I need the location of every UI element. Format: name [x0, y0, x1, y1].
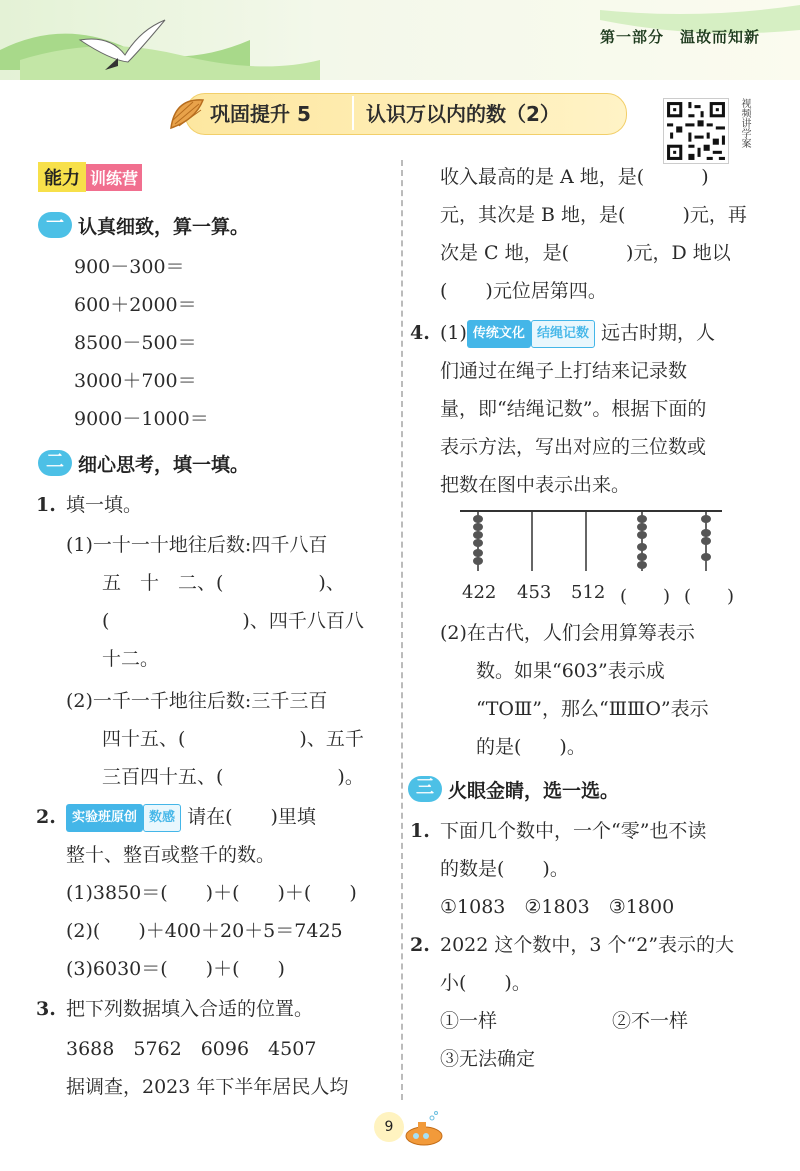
rope-label-3: 512: [571, 582, 606, 603]
submarine-icon: [402, 1110, 446, 1150]
q6-option-c: ③无法确定: [440, 1048, 536, 1070]
calc-item-3: 8500－500＝: [74, 332, 197, 354]
q4-sub2-line-1: (2)在古代，人们会用算筹表示: [440, 622, 695, 644]
q4-number: 4.: [410, 322, 430, 344]
q6-option-a: ①一样: [440, 1010, 498, 1032]
q4-sub1-label: (1): [440, 322, 467, 344]
q4-line-2: 量，即“结绳记数”。根据下面的: [440, 398, 707, 420]
camp-tag-b: 训练营: [86, 164, 142, 191]
q3-title: 把下列数据填入合适的位置。: [66, 998, 314, 1020]
calc-item-1: 900－300＝: [74, 256, 185, 278]
rope-blank-1: [637, 511, 647, 571]
knot-rope-diagram: [460, 505, 730, 577]
q4-tag-a: 传统文化: [467, 320, 531, 348]
q4-tag-b: 结绳记数: [531, 320, 595, 348]
calc-item-2: 600＋2000＝: [74, 294, 197, 316]
q1-line-7: 三百四十五、( )。: [102, 766, 364, 788]
q1-line-4: 十二。: [102, 648, 160, 670]
q2-header: [66, 804, 316, 832]
ability-camp-tag: [38, 162, 142, 190]
q3-cont-line-4: ( )元位居第四。: [440, 280, 607, 302]
q5-line-2: 的数是( )。: [440, 858, 569, 880]
q3-cont-line-2: 元，其次是 B 地，是( )元，再: [440, 204, 747, 226]
q1-line-2: 五 十 二、( )、: [102, 572, 345, 594]
q4-sub2-line-2: 数。如果“603”表示成: [476, 660, 665, 682]
page-number: 9: [374, 1112, 404, 1142]
lesson-number: 巩固提升 5: [210, 102, 311, 126]
section-2-badge: 二: [38, 450, 72, 476]
section-1-badge: 一: [38, 212, 72, 238]
rope-label-1: 422: [462, 582, 497, 603]
q2-line-4: (3)6030＝( )＋( ): [66, 958, 285, 980]
rope-label-2: 453: [517, 582, 552, 603]
q3-number: 3.: [36, 998, 56, 1020]
rope-blank-2: [701, 511, 711, 571]
title-divider: [352, 96, 354, 130]
section-1-title: 认真细致，算一算。: [78, 216, 250, 238]
q2-line-1: 整十、整百或整千的数。: [66, 844, 276, 866]
q4-title-tail: 远古时期，人: [601, 322, 716, 344]
q2-tag-b: 数感: [143, 804, 181, 832]
q4-sub2-line-3: “ТOⅢ”，那么“ⅢⅢO”表示: [476, 698, 709, 720]
q1-title: 填一填。: [66, 494, 143, 516]
q6-option-b: ②不一样: [612, 1010, 689, 1032]
q4-line-1: 们通过在绳子上打结来记录数: [440, 360, 688, 382]
q6-number: 2.: [410, 934, 430, 956]
q4-line-3: 表示方法，写出对应的三位数或: [440, 436, 707, 458]
column-divider: [401, 160, 403, 1100]
q2-title-tail: 请在( )里填: [187, 806, 316, 828]
q1-line-1: (1)一十一十地往后数:四千八百: [66, 534, 328, 556]
q3-cont-line-3: 次是 C 地，是( )元，D 地以: [440, 242, 731, 264]
q1-number: 1.: [36, 494, 56, 516]
q4-header: [440, 320, 715, 348]
q1-line-6: 四十五、( )、五千: [102, 728, 364, 750]
q5-number: 1.: [410, 820, 430, 842]
q4-line-4: 把数在图中表示出来。: [440, 474, 631, 496]
section-3-badge: 三: [408, 776, 442, 802]
q3-cont-line-1: 收入最高的是 A 地，是( ): [440, 166, 709, 188]
q1-line-5: (2)一千一千地往后数:三千三百: [66, 690, 328, 712]
q3-numbers: 3688 5762 6096 4507: [66, 1038, 317, 1060]
rope-422: [473, 511, 483, 571]
q4-sub2-line-4: 的是( )。: [476, 736, 586, 758]
q5-line-1: 下面几个数中，一个“零”也不读: [440, 820, 707, 842]
qr-caption: 视频讲学案: [739, 98, 750, 148]
shell-icon: [165, 92, 209, 136]
lesson-title: 认识万以内的数（2）: [366, 102, 560, 126]
q2-line-2: (1)3850＝( )＋( )＋( ): [66, 882, 357, 904]
calc-item-5: 9000－1000＝: [74, 408, 209, 430]
q2-number: 2.: [36, 806, 56, 828]
q2-line-3: (2)( )＋400＋20＋5＝7425: [66, 920, 343, 942]
section-3-title: 火眼金睛，选一选。: [448, 780, 620, 802]
part-label: 第一部分 温故而知新: [599, 28, 760, 46]
camp-tag-a: 能力: [38, 162, 86, 192]
q6-line-1: 2022 这个数中，3 个“2”表示的大: [440, 934, 735, 956]
q5-options: ①1083 ②1803 ③1800: [440, 896, 675, 918]
rope-label-5: ( ): [684, 586, 735, 607]
q3-last-line: 据调查，2023 年下半年居民人均: [66, 1076, 349, 1098]
q2-tag-a: 实验班原创: [66, 804, 143, 832]
calc-item-4: 3000＋700＝: [74, 370, 197, 392]
q1-line-3: ( )、四千八百八: [102, 610, 364, 632]
qr-code[interactable]: [663, 98, 729, 164]
q6-line-2: 小( )。: [440, 972, 531, 994]
section-2-title: 细心思考，填一填。: [78, 454, 250, 476]
rope-label-4: ( ): [620, 586, 671, 607]
